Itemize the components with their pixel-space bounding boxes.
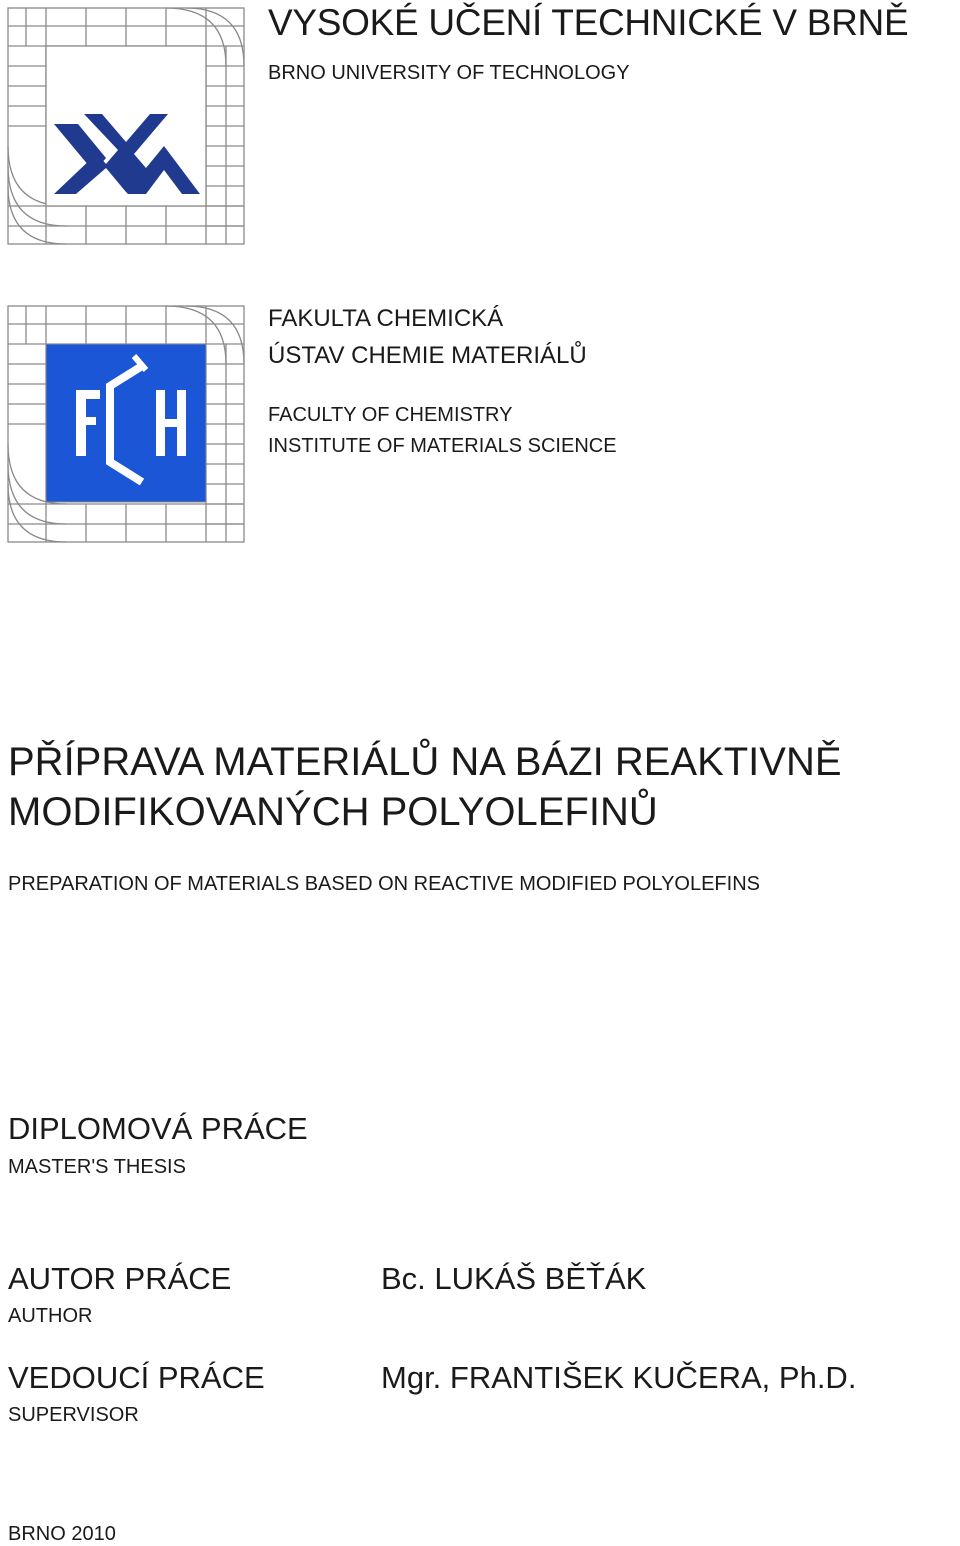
thesis-title-en: PREPARATION OF MATERIALS BASED ON REACTIVE MODIFIED POLYOLEFINS: [8, 873, 760, 895]
faculty-name-en: FACULTY OF CHEMISTRY: [268, 404, 513, 426]
thesis-type-en: MASTER'S THESIS: [8, 1156, 186, 1178]
supervisor-label-cz: VEDOUCÍ PRÁCE: [8, 1360, 265, 1395]
vut-logo-icon: [6, 6, 246, 246]
fch-logo-icon: [6, 304, 246, 544]
supervisor-name: Mgr. FRANTIŠEK KUČERA, Ph.D.: [381, 1360, 857, 1395]
university-name-en: BRNO UNIVERSITY OF TECHNOLOGY: [268, 62, 630, 84]
thesis-title-cz-line2: MODIFIKOVANÝCH POLYOLEFINŮ: [8, 790, 658, 834]
faculty-name-cz: FAKULTA CHEMICKÁ: [268, 305, 504, 332]
institute-name-en: INSTITUTE OF MATERIALS SCIENCE: [268, 435, 617, 457]
thesis-type-cz: DIPLOMOVÁ PRÁCE: [8, 1111, 308, 1146]
thesis-title-cz-line1: PŘÍPRAVA MATERIÁLŮ NA BÁZI REAKTIVNĚ: [8, 740, 842, 784]
institute-name-cz: ÚSTAV CHEMIE MATERIÁLŮ: [268, 342, 587, 369]
author-label-cz: AUTOR PRÁCE: [8, 1261, 232, 1296]
university-name-cz: VYSOKÉ UČENÍ TECHNICKÉ V BRNĚ: [268, 2, 909, 43]
supervisor-label-en: SUPERVISOR: [8, 1404, 139, 1426]
author-label-en: AUTHOR: [8, 1305, 93, 1327]
author-name: Bc. LUKÁŠ BĚŤÁK: [381, 1261, 647, 1296]
city-year: BRNO 2010: [8, 1523, 116, 1545]
